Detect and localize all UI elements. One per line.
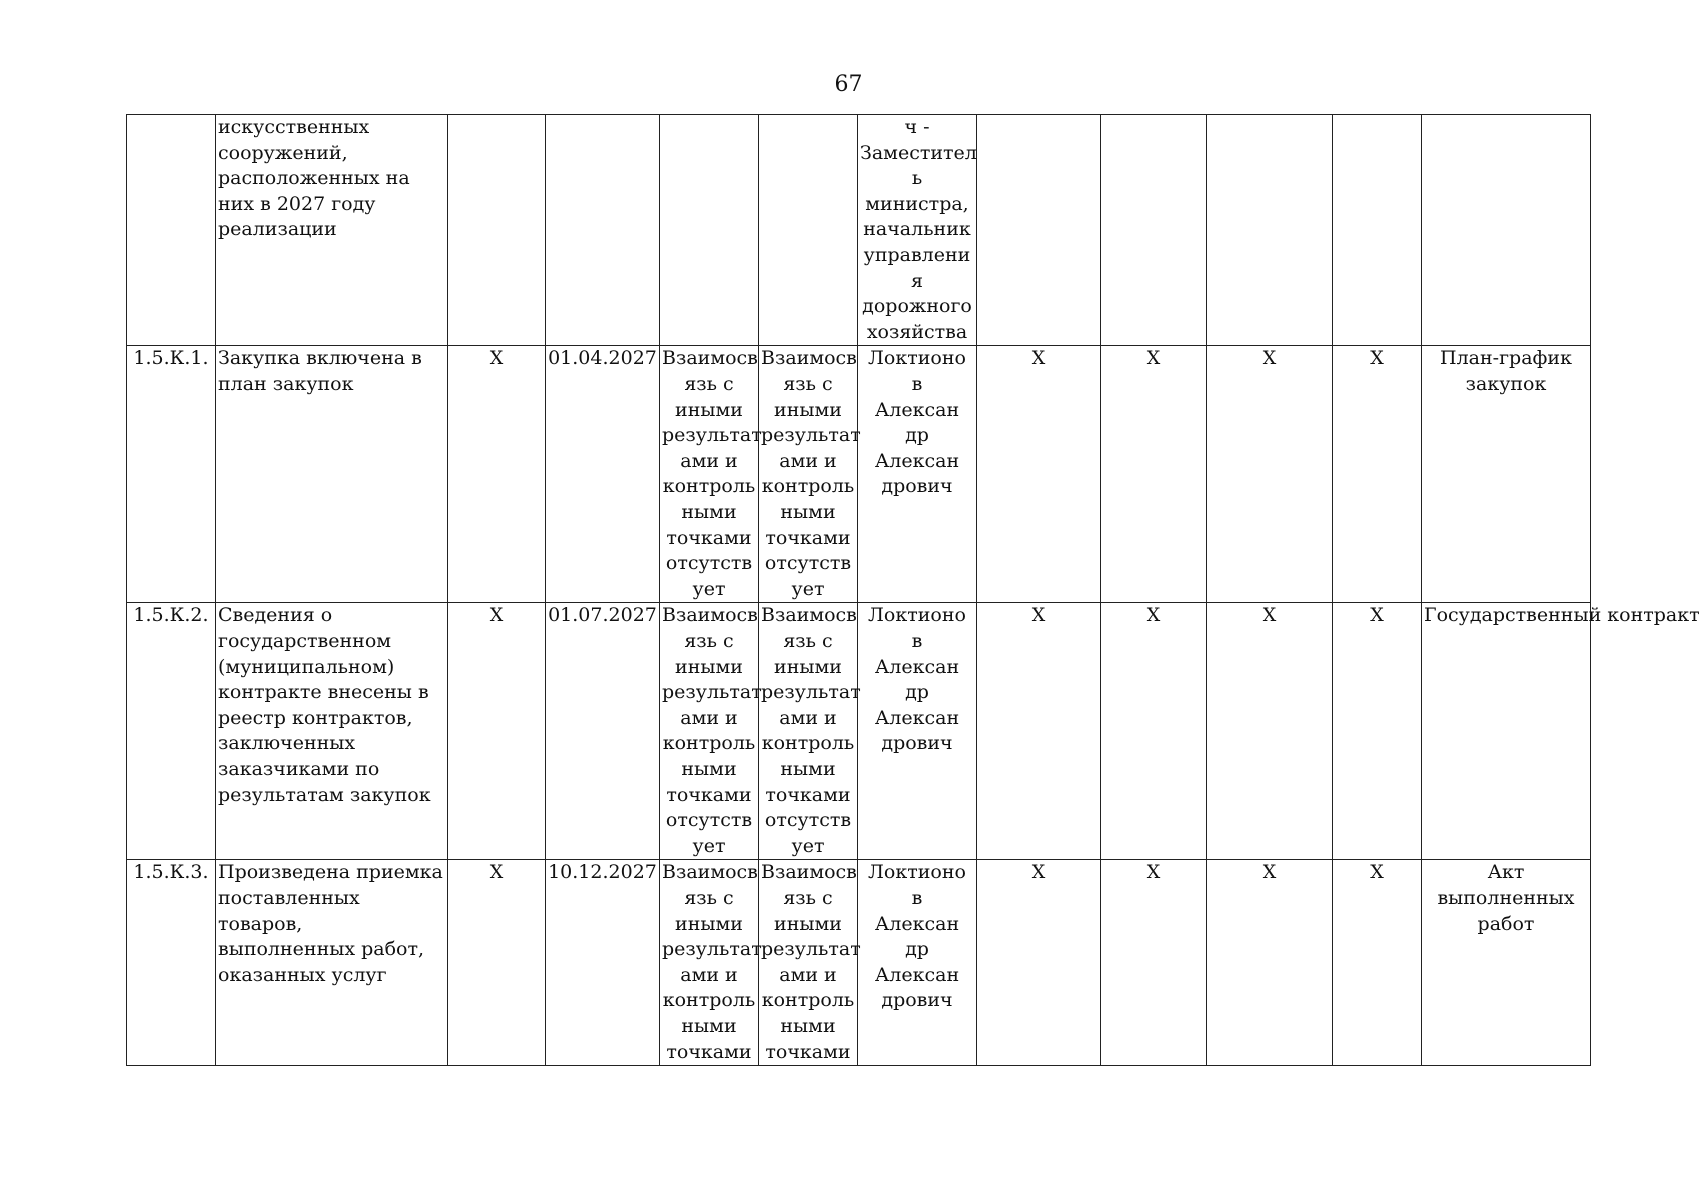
x-cell [1207, 115, 1333, 346]
responsible-cell: ч - Заместител ь министра, начальник управлени я дорожного хозяйства [858, 115, 977, 346]
relation-cell: Взаимосв язь с иными результат ами и контроль ными точками отсутств ует [759, 603, 858, 860]
x-cell: X [977, 346, 1101, 603]
x-cell [448, 115, 546, 346]
x-cell [977, 115, 1101, 346]
responsible-cell: Локтионо в Алексан др Алексан дрович [858, 860, 977, 1066]
x-cell: X [1333, 603, 1422, 860]
table-row [127, 603, 1591, 860]
x-cell [1101, 115, 1207, 346]
x-cell: X [1207, 860, 1333, 1066]
date-cell [546, 115, 660, 346]
row-number-cell: 1.5.К.1. [127, 346, 216, 603]
relation-cell: Взаимосв язь с иными результат ами и контроль ными точками отсутств ует [759, 346, 858, 603]
relation-cell: Взаимосв язь с иными результат ами и контроль ными точками отсутств ует [660, 603, 759, 860]
x-cell: X [1101, 603, 1207, 860]
document-cell [1422, 115, 1591, 346]
description-cell: искусственных сооружений, расположенных на них в 2027 году реализации [216, 115, 448, 346]
x-cell: X [977, 603, 1101, 860]
table-body [127, 115, 1700, 1066]
row-number-cell: 1.5.К.2. [127, 603, 216, 860]
date-cell: 10.12.2027 [546, 860, 660, 1066]
row-number-cell [127, 115, 216, 346]
x-cell: X [1207, 603, 1333, 860]
table-row [127, 346, 1591, 603]
page-number: 67 [834, 72, 863, 97]
x-cell: X [1333, 346, 1422, 603]
responsible-cell: Локтионо в Алексан др Алексан дрович [858, 346, 977, 603]
document-cell: Государственный контракт [1422, 603, 1591, 860]
x-cell: X [448, 603, 546, 860]
description-cell: Закупка включена в план закупок [216, 346, 448, 603]
row-number-cell: 1.5.К.3. [127, 860, 216, 1066]
relation-cell [759, 115, 858, 346]
relation-cell: Взаимосв язь с иными результат ами и контроль ными точками отсутств ует [660, 346, 759, 603]
x-cell: X [1207, 346, 1333, 603]
x-cell: X [1333, 860, 1422, 1066]
x-cell: X [1101, 860, 1207, 1066]
date-cell: 01.04.2027 [546, 346, 660, 603]
x-cell [1333, 115, 1422, 346]
relation-cell [660, 115, 759, 346]
document-cell: Акт выполненных работ [1422, 860, 1591, 1066]
date-cell: 01.07.2027 [546, 603, 660, 860]
document-cell: План-график закупок [1422, 346, 1591, 603]
relation-cell: Взаимосв язь с иными результат ами и контроль ными точками [660, 860, 759, 1066]
table-row [127, 860, 1591, 1066]
x-cell: X [977, 860, 1101, 1066]
x-cell: X [448, 860, 546, 1066]
x-cell: X [448, 346, 546, 603]
results-table [126, 114, 1700, 1066]
description-cell: Произведена приемка поставленных товаров, выполненных работ, оказанных услуг [216, 860, 448, 1066]
description-cell: Сведения о государственном (муниципальном) контракте внесены в реестр контрактов, заключенных заказчиками по результатам закупок [216, 603, 448, 860]
responsible-cell: Локтионо в Алексан др Алексан дрович [858, 603, 977, 860]
table-row [127, 115, 1591, 346]
relation-cell: Взаимосв язь с иными результат ами и контроль ными точками [759, 860, 858, 1066]
x-cell: X [1101, 346, 1207, 603]
